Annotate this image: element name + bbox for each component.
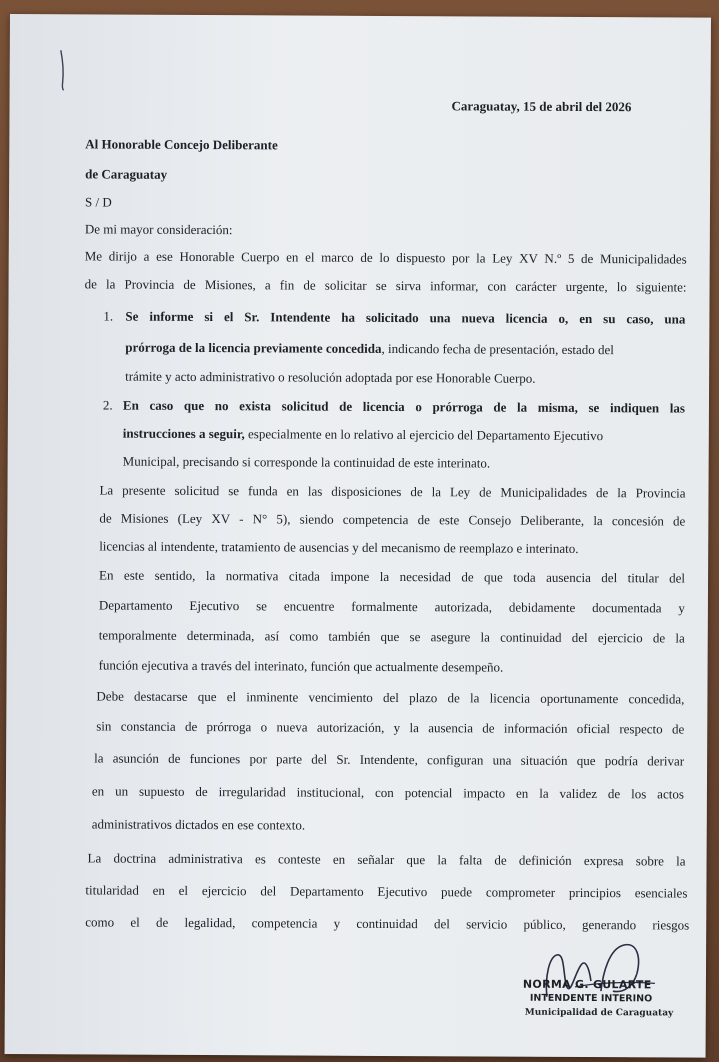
list-item-text: especialmente en lo relativo al ejercicio del Departamento Ejecutivo xyxy=(244,426,604,444)
intro-line: de la Provincia de Misiones, a fin de solicitar se sirva informar, con carácter urgente, lo siguiente: xyxy=(84,276,687,295)
paragraph-line: titularidad en el ejercicio del Departamento Ejecutivo puede comprometer principios esenciales xyxy=(85,882,688,901)
sd-label: S / D xyxy=(84,194,112,210)
list-item-line: Municipal, precisando si corresponde la continuidad de este interinato. xyxy=(122,453,491,471)
letter-page xyxy=(5,14,711,1058)
greeting: De mi mayor consideración: xyxy=(84,221,233,238)
list-item-bold-text: prórroga de la licencia previamente concedida xyxy=(125,339,382,356)
signature-municipality: Municipalidad de Caraguatay xyxy=(524,1007,674,1019)
letter-date: Caraguatay, 15 de abril del 2026 xyxy=(451,98,632,115)
paragraph-line: La doctrina administrativa es conteste en señalar que la falta de definición expresa sobre la xyxy=(87,850,686,869)
intro-line: Me dirijo a ese Honorable Cuerpo en el marco de lo dispuesto por la Ley XV N.º 5 de Municipalidades xyxy=(84,248,687,267)
list-item-text: , indicando fecha de presentación, estado del xyxy=(381,340,614,358)
paragraph-line: como el de legalidad, competencia y continuidad del servicio público, generando riesgos xyxy=(85,914,690,933)
list-item-bold-text: instrucciones a seguir, xyxy=(122,425,245,442)
paragraph-line: La presente solicitud se funda en las disposiciones de la Ley de Municipalidades de la Provincia xyxy=(99,482,686,501)
paragraph-line: de Misiones (Ley XV - N° 5), siendo competencia de este Consejo Deliberante, la concesión de xyxy=(99,510,686,529)
paragraph-line: Departamento Ejecutivo se encuentre formalmente autorizada, debidamente documentada y xyxy=(98,597,685,616)
signature-name: NORMA G. GULARTE xyxy=(522,977,652,992)
list-item-number: 2. xyxy=(102,397,113,413)
pen-mark xyxy=(58,48,68,92)
signature-block xyxy=(505,937,696,1048)
paragraph-line: en un supuesto de irregularidad institucional, con potencial impacto en la validez de los actos xyxy=(91,783,684,802)
paragraph-line: temporalmente determinada, así como también que se asegure la continuidad del ejercicio de la xyxy=(98,627,685,646)
recipient-line-1: Al Honorable Concejo Deliberante xyxy=(85,136,278,153)
list-item-line: Se informe si el Sr. Intendente ha solicitado una nueva licencia o, en su caso, una xyxy=(125,308,686,327)
signature-title: INTENDENTE INTERINO xyxy=(529,992,653,1005)
paragraph-line: administrativos dictados en ese contexto. xyxy=(91,816,306,833)
paragraph-line: licencias al intendente, tratamiento de ausencias y del mecanismo de reemplazo e interinato. xyxy=(99,538,579,556)
paragraph-line: sin constancia de prórroga o nueva autorización, y la ausencia de información oficial respecto de xyxy=(96,718,685,737)
list-item-line: En caso que no exista solicitud de licencia o prórroga de la misma, se indiquen las xyxy=(122,397,685,416)
list-item-line xyxy=(123,426,685,445)
paragraph-line: En este sentido, la normativa citada impone la necesidad de que toda ausencia del titular del xyxy=(99,567,686,586)
paragraph-line: la asunción de funciones por parte del Sr. Intendente, configuran una situación que podría derivar xyxy=(94,750,685,769)
list-item-number: 1. xyxy=(103,308,114,324)
recipient-line-2: de Caraguatay xyxy=(85,166,168,182)
list-item-line: trámite y acto administrativo o resolución adoptada por ese Honorable Cuerpo. xyxy=(125,368,536,386)
paragraph-line: función ejecutiva a través del interinato, función que actualmente desempeño. xyxy=(98,657,504,675)
paragraph-line: Debe destacarse que el inminente vencimiento del plazo de la licencia oportunamente concedida, xyxy=(96,688,685,707)
list-item-line xyxy=(125,340,685,359)
